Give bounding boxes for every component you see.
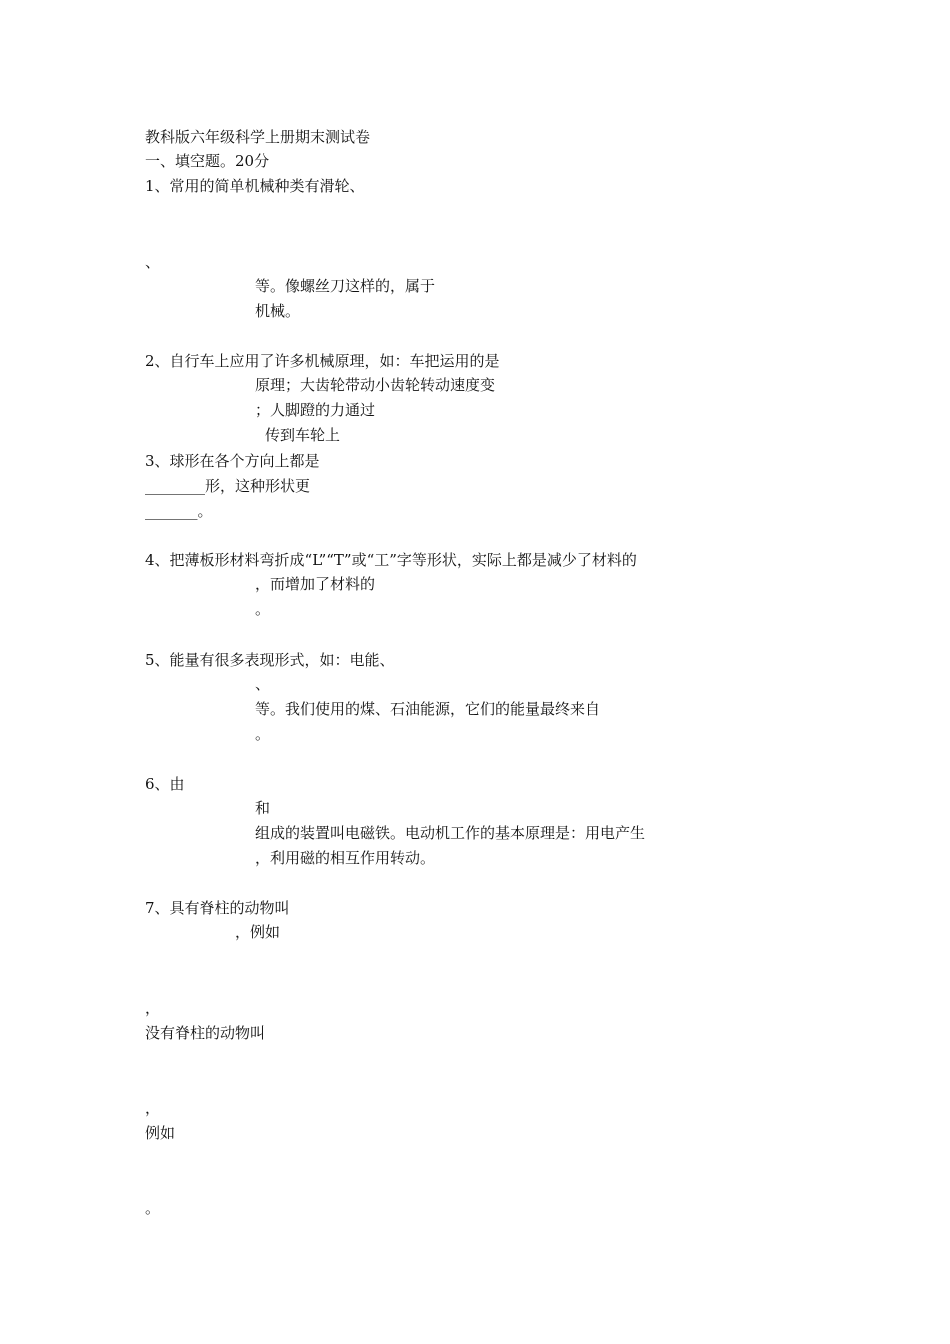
question-7-line-4: 例如 bbox=[145, 1124, 176, 1142]
question-2-line-4: 传到车轮上 bbox=[265, 426, 341, 444]
question-5-line-3: 等。我们使用的煤、石油能源，它们的能量最终来自 bbox=[255, 700, 601, 718]
question-6: 6、由 bbox=[145, 775, 185, 793]
question-6-line-3: 组成的装置叫电磁铁。电动机工作的基本原理是：用电产生 bbox=[255, 824, 646, 842]
question-6-line-2: 和 bbox=[255, 799, 271, 817]
question-2-line-3: ；人脚蹬的力通过 bbox=[255, 401, 376, 419]
section-heading: 一、填空题。20分 bbox=[145, 152, 270, 170]
question-5-line-2: 、 bbox=[255, 675, 271, 693]
question-7-line-3: 没有脊柱的动物叫 bbox=[145, 1024, 266, 1042]
question-1: 1、常用的简单机械种类有滑轮、 bbox=[145, 177, 365, 195]
question-1-line-2: 等。像螺丝刀这样的，属于 bbox=[255, 277, 436, 295]
question-5-line-4: 。 bbox=[255, 725, 271, 743]
question-3-line-3: _______。 bbox=[145, 502, 213, 520]
document-title: 教科版六年级科学上册期末测试卷 bbox=[145, 128, 371, 146]
question-7: 7、具有脊柱的动物叫 bbox=[145, 899, 290, 917]
question-1-line-3: 机械。 bbox=[255, 302, 301, 320]
question-7-comma-1: ， bbox=[145, 999, 161, 1017]
question-3: 3、球形在各个方向上都是 bbox=[145, 452, 320, 470]
question-4: 4、把薄板形材料弯折成“L”“T”或“工”字等形状，实际上都是减少了材料的 bbox=[145, 551, 637, 569]
question-2-line-2: 原理；大齿轮带动小齿轮转动速度变 bbox=[255, 376, 496, 394]
question-7-comma-2: ， bbox=[145, 1099, 161, 1117]
question-6-line-4: ，利用磁的相互作用转动。 bbox=[255, 849, 436, 867]
question-4-line-2: ，而增加了材料的 bbox=[255, 575, 376, 593]
question-1-separator: 、 bbox=[145, 253, 161, 271]
question-2: 2、自行车上应用了许多机械原理，如：车把运用的是 bbox=[145, 352, 500, 370]
question-4-line-3: 。 bbox=[255, 600, 271, 618]
question-7-line-2: ，例如 bbox=[235, 923, 281, 941]
question-5: 5、能量有很多表现形式，如：电能、 bbox=[145, 651, 395, 669]
question-3-line-2: ________形，这种形状更 bbox=[145, 477, 311, 495]
question-7-end: 。 bbox=[145, 1199, 161, 1217]
